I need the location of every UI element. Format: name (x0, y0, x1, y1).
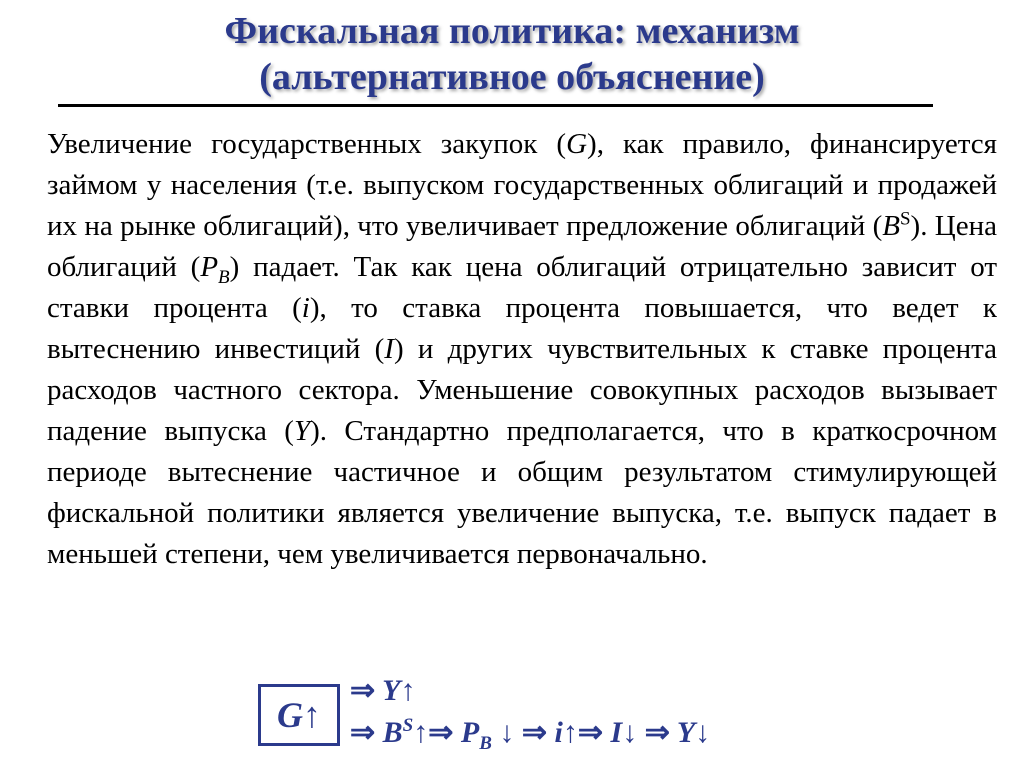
down-arrow-icon: ↓ (499, 716, 515, 749)
up-arrow-icon: ↑ (400, 674, 416, 707)
formula-Y: Y (382, 674, 401, 707)
var-G: G (566, 128, 588, 160)
title-line-2: (альтернативное объяснение) (259, 56, 765, 98)
var-B: B (882, 210, 900, 242)
up-arrow-icon: ↑ (413, 716, 429, 749)
formula-B: B (382, 716, 403, 749)
formula-sup-S: S (402, 715, 414, 736)
formula-i: i (554, 716, 563, 749)
title-divider (58, 104, 933, 107)
slide-title (0, 8, 1024, 100)
implies-icon: ⇒ (644, 716, 670, 749)
implies-icon: ⇒ (577, 716, 604, 749)
formula-I: I (610, 716, 623, 749)
up-arrow-icon: ↑ (562, 716, 578, 749)
body-paragraph (47, 124, 997, 575)
implies-icon: ⇒ (428, 716, 454, 749)
text-segment: ), как правило, финансируется займом у населения (т.е. выпуском государственных облигаций и продажей их на рынке облигаций), что увеличивает предложение облигаций ( (47, 128, 997, 242)
text-segment: ) падает. Так как цена облигаций отрицательно зависит от ставки процента ( (47, 251, 997, 324)
formula-line-1 (350, 674, 415, 708)
title-line-1: Фискальная политика: механизм (224, 10, 800, 52)
implies-icon: ⇒ (521, 716, 548, 749)
var-i: i (301, 292, 310, 324)
sup-S: S (899, 208, 911, 230)
formula-g: G (277, 695, 303, 735)
down-arrow-icon: ↓ (695, 716, 711, 749)
text-segment: Увеличение государственных закупок ( (47, 128, 567, 160)
sub-B: B (218, 266, 230, 288)
text-segment: ), то ставка процента повышается, что ведет к вытеснению инвестиций ( (47, 292, 997, 365)
formula-Y: Y (676, 716, 696, 749)
text-segment: ) и других чувствительных к ставке процента расходов частного сектора. Уменьшение совокупных расходов вызывает падение выпуска ( (47, 333, 997, 447)
var-Y: Y (293, 415, 311, 447)
var-P: P (200, 251, 219, 283)
implies-icon: ⇒ (350, 716, 376, 749)
down-arrow-icon: ↓ (622, 716, 638, 749)
formula-g-box (258, 684, 340, 746)
formula-P: P (460, 716, 480, 749)
var-I: I (384, 333, 394, 365)
formula-sub-B: B (479, 733, 492, 754)
formula-line-2 (350, 715, 711, 754)
text-segment: ). Стандартно предполагается, что в краткосрочном периоде вытеснение частичное и общим результатом стимулирующей фискальной политики является увеличение выпуска, т.е. выпуск падает в меньшей степени, чем увеличивается первоначально. (47, 415, 997, 570)
formula-block (258, 672, 858, 762)
up-arrow-icon: ↑ (303, 695, 321, 735)
text-segment: ). Цена облигаций ( (47, 210, 997, 283)
implies-icon: ⇒ (350, 674, 376, 707)
